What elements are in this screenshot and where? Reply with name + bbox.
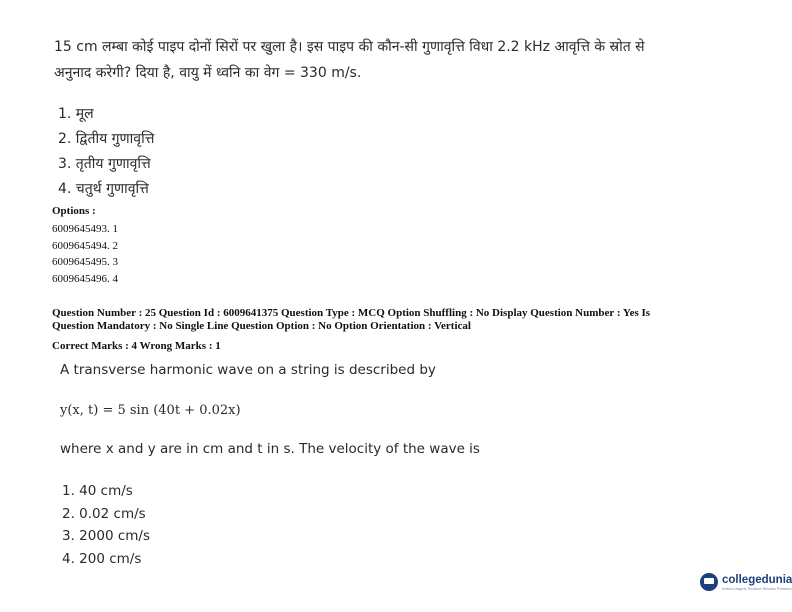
logo-tagline: India's largest Student Review Platform bbox=[722, 585, 792, 591]
question-2-option: 4. 200 cm/s bbox=[62, 550, 142, 567]
option-id: 6009645496. 4 bbox=[52, 272, 118, 285]
option-id: 6009645495. 3 bbox=[52, 256, 118, 268]
logo-text bbox=[722, 574, 792, 591]
question-1-text bbox=[54, 34, 654, 86]
marks-info: Correct Marks : 4 Wrong Marks : 1 bbox=[52, 340, 221, 352]
question-1-option: 4. चतुर्थ गुणावृत्ति bbox=[58, 181, 149, 197]
question-2-where: where x and y are in cm and t in s. The velocity of the wave is bbox=[60, 441, 480, 457]
option-id: 6009645493. 1 bbox=[52, 223, 118, 235]
options-heading: Options : bbox=[52, 205, 96, 217]
question-2-option: 1. 40 cm/s bbox=[62, 483, 133, 499]
question-info bbox=[52, 307, 742, 333]
question-2-option: 2. 0.02 cm/s bbox=[62, 505, 146, 522]
question-1-option: 2. द्वितीय गुणावृत्ति bbox=[58, 131, 155, 147]
question-1-options bbox=[58, 102, 154, 202]
question-info-line-2: Question Mandatory : No Single Line Question Option : No Option Orientation : Vertical bbox=[52, 320, 471, 332]
question-2-equation: y(x, t) = 5 sin (40t + 0.02x) bbox=[60, 403, 241, 418]
question-1-option: 1. मूल bbox=[58, 106, 94, 122]
question-2-options bbox=[62, 480, 150, 570]
option-id-list bbox=[52, 221, 118, 287]
graduation-cap-icon bbox=[700, 573, 718, 591]
question-1-line-2: अनुनाद करेगी? दिया है, वायु में ध्वनि का वेग = 330 m/s. bbox=[54, 65, 362, 81]
question-info-line-1: Question Number : 25 Question Id : 6009641375 Question Type : MCQ Option Shuffling : No Display Question Number : Yes Is bbox=[52, 307, 651, 319]
question-1-line-1: 15 cm लम्बा कोई पाइप दोनों सिरों पर खुला है। इस पाइप की कौन-सी गुणावृत्ति विधा 2.2 kHz आवृत्ति के स्रोत से bbox=[54, 39, 645, 55]
question-2-stem: A transverse harmonic wave on a string is described by bbox=[60, 362, 436, 378]
question-1-option: 3. तृतीय गुणावृत्ति bbox=[58, 156, 151, 172]
logo-name: collegedunia bbox=[722, 573, 792, 586]
option-id: 6009645494. 2 bbox=[52, 239, 118, 252]
question-2-option: 3. 2000 cm/s bbox=[62, 528, 150, 544]
collegedunia-logo bbox=[700, 573, 792, 591]
